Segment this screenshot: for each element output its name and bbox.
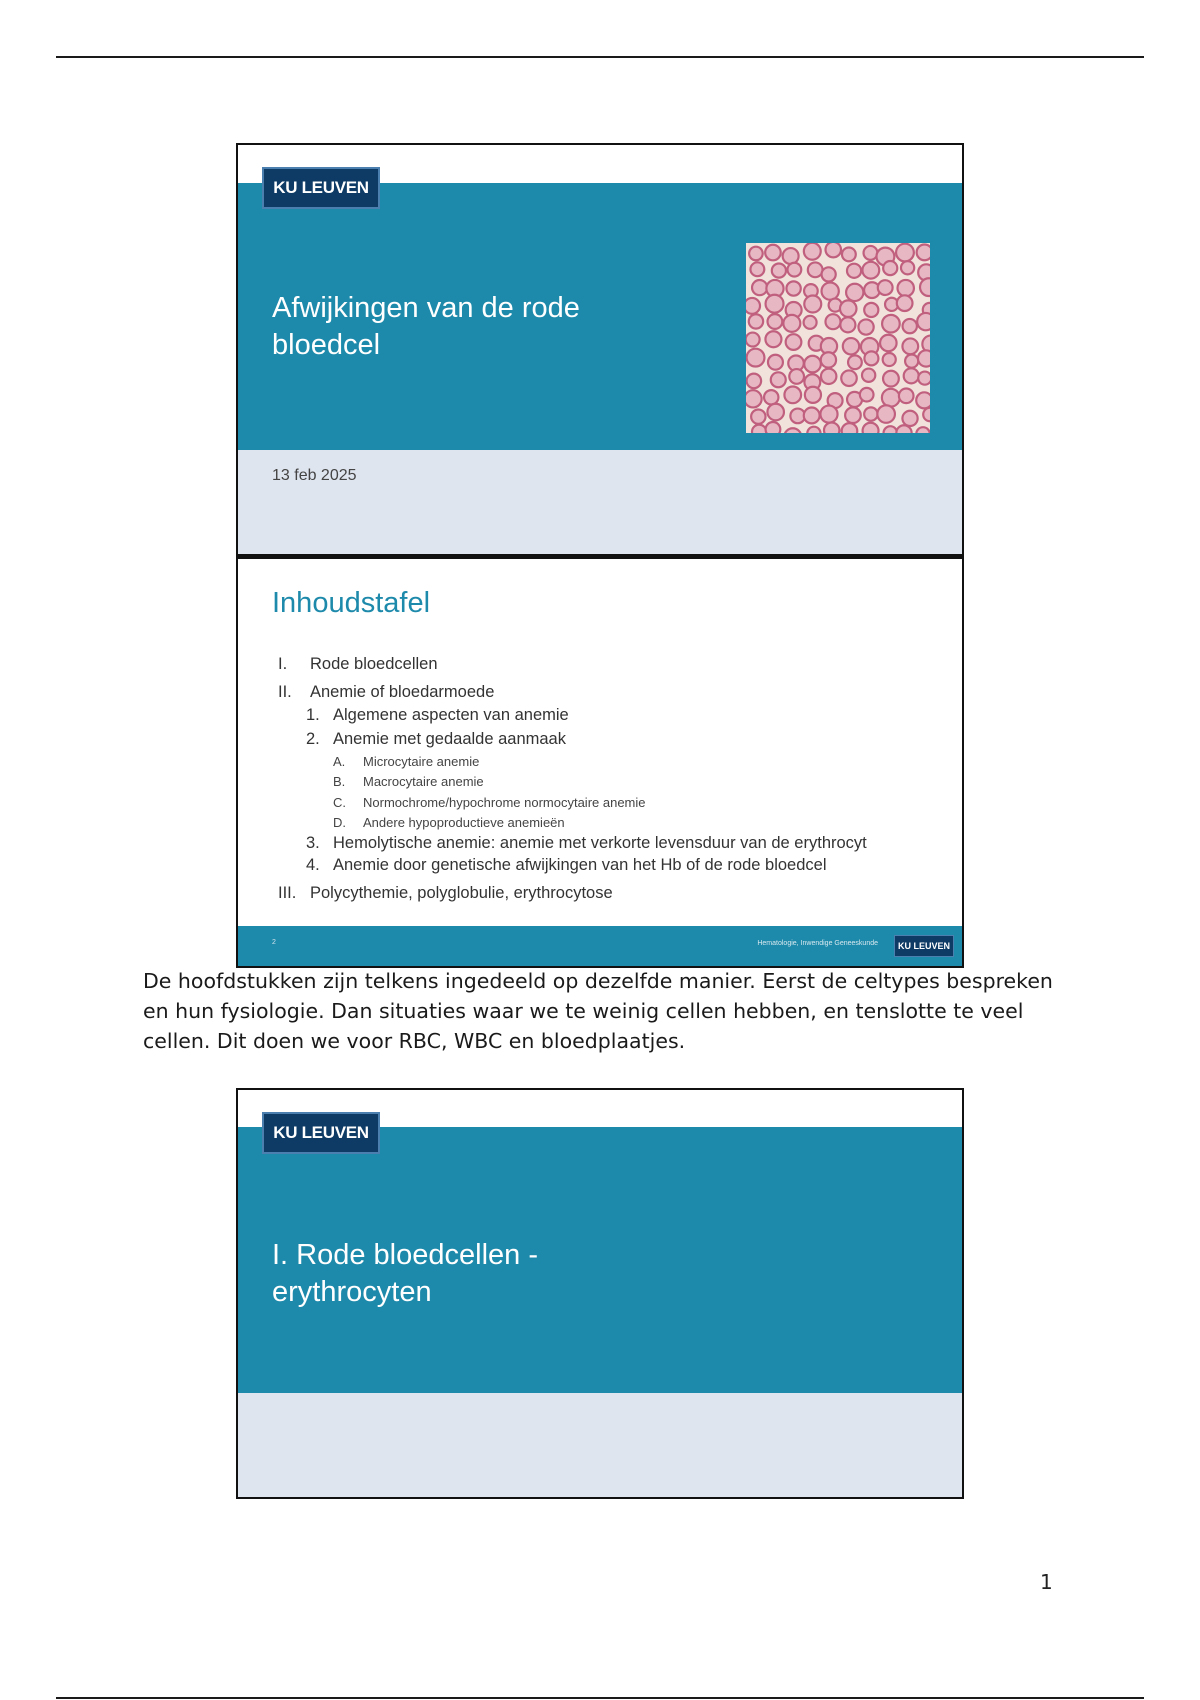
red-blood-cell-shape	[917, 313, 930, 330]
ku-leuven-footer-logo: KU LEUVEN	[894, 935, 954, 957]
red-blood-cell-shape	[772, 263, 786, 277]
red-blood-cell-shape	[899, 389, 914, 404]
toc-item-2-2-b: B. Macrocytaire anemie	[333, 774, 484, 789]
red-blood-cell-shape	[864, 351, 878, 365]
red-blood-cell-shape	[884, 426, 897, 433]
red-blood-cell-shape	[767, 404, 784, 421]
red-blood-cell-shape	[902, 411, 917, 426]
red-blood-cell-shape	[897, 295, 913, 311]
red-blood-cell-shape	[805, 387, 821, 403]
toc-item-2-4: 4. Anemie door genetische afwijkingen van het Hb of de rode bloedcel	[306, 856, 827, 874]
red-blood-cell-shape	[902, 338, 918, 354]
red-blood-cell-shape	[784, 387, 801, 404]
slide-title-afwijkingen	[236, 143, 964, 556]
red-blood-cell-shape	[787, 263, 801, 277]
red-blood-cell-shape	[768, 355, 783, 370]
slide-lower-band	[238, 450, 962, 554]
page-top-rule	[56, 56, 1144, 58]
red-blood-cell-shape	[750, 262, 764, 276]
body-paragraph: De hoofdstukken zijn telkens ingedeeld op dezelfde manier. Eerst de celtypes bespreken en hun fysiologie. Dan situaties waar we te weinig cellen hebben, en tenslotte te veel cellen. Dit doen we voor RBC, WBC en bloedplaatjes.	[143, 969, 1053, 1053]
red-blood-cell-shape	[764, 390, 778, 404]
ku-leuven-logo: KU LEUVEN	[262, 1112, 380, 1154]
red-blood-cell-shape	[766, 422, 781, 433]
red-blood-cell-shape	[804, 296, 821, 313]
red-blood-cell-shape	[821, 352, 836, 367]
red-blood-cell-shape	[918, 350, 930, 366]
toc-item-2-2-d: D. Andere hypoproductieve anemieën	[333, 815, 565, 830]
red-blood-cell-shape	[846, 284, 863, 301]
red-blood-cell-shape	[783, 315, 800, 332]
red-blood-cell-shape	[768, 314, 783, 329]
page-bottom-rule	[56, 1697, 1144, 1699]
red-blood-cell-shape	[905, 355, 918, 368]
red-blood-cell-shape	[822, 282, 839, 299]
red-blood-cell-shape	[916, 392, 930, 408]
red-blood-cell-shape	[862, 262, 879, 279]
red-blood-cell-shape	[749, 314, 763, 328]
page-number: 1	[1040, 1570, 1053, 1594]
red-blood-cell-shape	[923, 408, 930, 421]
red-blood-cell-shape	[848, 355, 862, 369]
slide-footer-page-number: 2	[272, 939, 276, 946]
red-blood-cell-shape	[783, 248, 799, 264]
red-blood-cell-shape	[842, 247, 856, 261]
red-blood-cell-shape	[807, 427, 820, 433]
slide-title-line-1: Afwijkingen van de rode	[272, 292, 580, 324]
red-blood-cell-shape	[840, 300, 856, 316]
red-blood-cell-shape	[898, 280, 914, 296]
red-blood-cell-shape	[746, 298, 760, 314]
blood-smear-image	[746, 243, 930, 433]
red-blood-cell-shape	[847, 264, 861, 278]
ku-leuven-logo: KU LEUVEN	[262, 167, 380, 209]
red-blood-cell-shape	[878, 280, 893, 295]
slide-footer-bar	[238, 926, 962, 966]
red-blood-cell-shape	[845, 407, 861, 423]
red-blood-cell-shape	[883, 371, 899, 387]
red-blood-cell-shape	[896, 425, 911, 433]
toc-item-1: I. Rode bloedcellen	[278, 655, 438, 673]
slide-title-line-1: I. Rode bloedcellen -	[272, 1239, 538, 1271]
red-blood-cell-shape	[804, 356, 821, 373]
red-blood-cell-shape	[752, 425, 766, 433]
slide-section-rode-bloedcellen	[236, 1088, 964, 1499]
red-blood-cell-shape	[825, 314, 840, 329]
red-blood-cell-shape	[747, 374, 762, 389]
red-blood-cell-shape	[858, 319, 873, 334]
red-blood-cell-shape	[882, 315, 900, 333]
toc-item-2-1: 1. Algemene aspecten van anemie	[306, 706, 569, 724]
red-blood-cell-shape	[771, 372, 786, 387]
red-blood-cell-shape	[841, 370, 857, 386]
toc-item-2-2: 2. Anemie met gedaalde aanmaak	[306, 730, 566, 748]
red-blood-cell-shape	[824, 423, 839, 433]
red-blood-cell-shape	[765, 245, 781, 261]
red-blood-cell-shape	[752, 280, 767, 295]
slide-title	[272, 1237, 652, 1311]
red-blood-cell-shape	[820, 406, 837, 423]
red-blood-cell-shape	[901, 261, 914, 274]
red-blood-cell-shape	[808, 262, 823, 277]
red-blood-cell-shape	[883, 261, 897, 275]
red-blood-cell-shape	[826, 243, 841, 257]
toc-item-3: III. Polycythemie, polyglobulie, erythrocytose	[278, 884, 613, 902]
slide-lower-band	[238, 1393, 962, 1497]
red-blood-cell-shape	[789, 369, 804, 384]
slide-footer-text: Hematologie, Inwendige Geneeskunde	[757, 940, 878, 947]
red-blood-cell-shape	[860, 388, 874, 402]
red-blood-cell-shape	[918, 372, 930, 385]
toc-item-2-2-c: C. Normochrome/hypochrome normocytaire anemie	[333, 795, 646, 810]
red-blood-cell-shape	[904, 368, 919, 383]
slide-title	[272, 290, 652, 364]
red-blood-cell-shape	[842, 423, 858, 433]
slide-title-line-2: bloedcel	[272, 329, 381, 361]
red-blood-cell-shape	[766, 295, 784, 313]
red-blood-cell-shape	[864, 407, 877, 420]
red-blood-cell-shape	[877, 405, 895, 423]
red-blood-cell-shape	[880, 335, 897, 352]
red-blood-cell-shape	[746, 333, 760, 347]
red-blood-cell-shape	[786, 334, 802, 350]
red-blood-cell-shape	[864, 246, 878, 260]
red-blood-cell-shape	[765, 331, 781, 347]
red-blood-cell-shape	[863, 423, 879, 433]
red-blood-cell-shape	[786, 281, 800, 295]
red-blood-cell-shape	[784, 428, 801, 433]
red-blood-cell-shape	[804, 316, 817, 329]
red-blood-cell-shape	[896, 244, 914, 262]
red-blood-cell-shape	[751, 409, 765, 423]
red-blood-cell-shape	[882, 389, 900, 407]
slide-title-line-2: erythrocyten	[272, 1276, 432, 1308]
red-blood-cell-shape	[840, 317, 855, 332]
red-blood-cell-shape	[862, 369, 875, 382]
red-blood-cell-shape	[822, 267, 836, 281]
red-blood-cell-shape	[821, 369, 836, 384]
red-blood-cell-shape	[903, 319, 917, 333]
slide-date: 13 feb 2025	[272, 467, 357, 484]
toc-item-2: II. Anemie of bloedarmoede	[278, 683, 495, 701]
toc-item-2-2-a: A. Microcytaire anemie	[333, 754, 480, 769]
red-blood-cell-shape	[920, 278, 930, 296]
red-blood-cell-shape	[917, 244, 930, 260]
red-blood-cell-shape	[883, 353, 896, 366]
red-blood-cell-shape	[804, 243, 821, 260]
slide-table-of-contents	[236, 556, 964, 968]
toc-title: Inhoudstafel	[272, 587, 431, 619]
red-blood-cell-shape	[864, 303, 878, 317]
red-blood-cell-shape	[749, 247, 763, 261]
blood-smear-svg	[746, 243, 930, 433]
red-blood-cell-shape	[916, 427, 929, 433]
red-blood-cell-shape	[804, 408, 820, 424]
red-blood-cell-shape	[843, 338, 859, 354]
red-blood-cell-shape	[746, 390, 762, 407]
red-blood-cell-shape	[747, 349, 765, 367]
toc-item-2-3: 3. Hemolytische anemie: anemie met verkorte levensduur van de erythrocyt	[306, 834, 867, 852]
